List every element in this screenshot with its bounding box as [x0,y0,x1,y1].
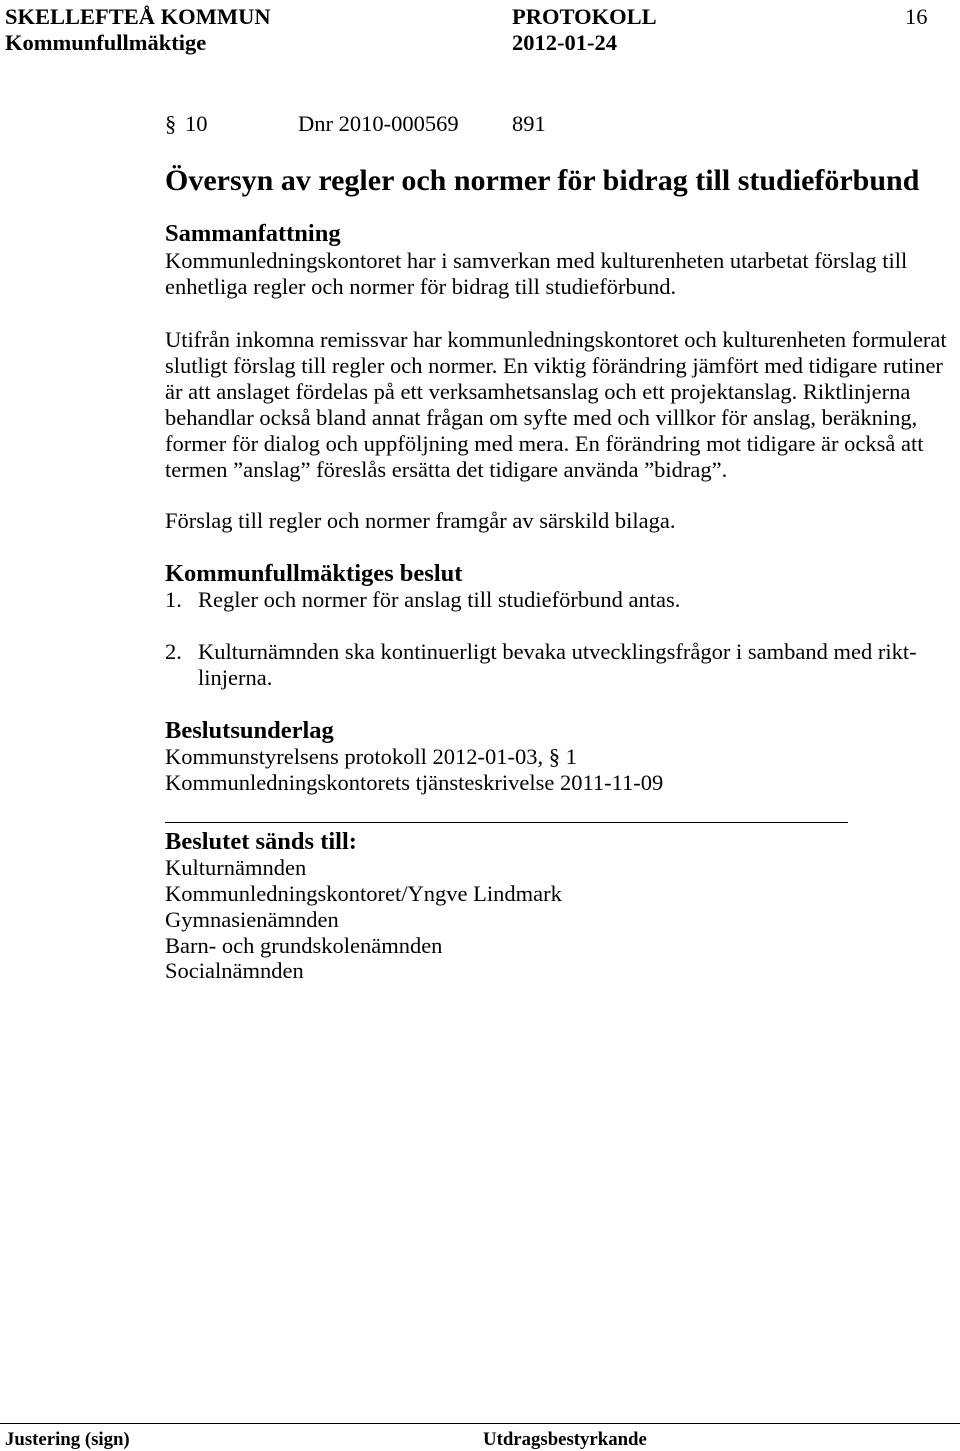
governing-body: Kommunfullmäktige [5,30,207,55]
paragraph-line: enhetliga regler och normer för bidrag till studieförbund. [165,274,677,299]
decision-item-number: 2. [165,639,182,664]
recipient-item: Barn- och grundskolenämnden [165,933,443,958]
recipient-item: Gymnasienämnden [165,907,339,932]
recipient-item: Kommunledningskontoret/Yngve Lindmark [165,881,562,906]
decision-item-text: Regler och normer för anslag till studieförbund antas. [198,587,681,612]
organization-name: SKELLEFTEÅ KOMMUN [5,4,271,29]
recipient-item: Socialnämnden [165,958,304,983]
section-number: 10 [185,111,208,136]
basis-item: Kommunledningskontorets tjänsteskrivelse 2011-11-09 [165,770,664,795]
paragraph-line: är att anslaget fördelas på ett verksamhetsanslag och ett projektanslag. Riktlinjerna [165,379,911,404]
basis-heading: Beslutsunderlag [165,717,334,744]
paragraph-line: former för dialog och uppföljning med mera. En förändring mot tidigare är också att [165,431,924,456]
paragraph-line: Kommunledningskontoret har i samverkan med kulturenheten utarbetat förslag till [165,248,908,273]
summary-heading: Sammanfattning [165,220,341,247]
paragraph-line: Utifrån inkomna remissvar har kommunledningskontoret och kulturenheten formulerat [165,327,947,352]
footer-rule [0,1423,960,1424]
signature-label: Justering (sign) [5,1429,130,1450]
separator-rule [165,822,848,823]
document-type: PROTOKOLL [512,4,657,29]
meeting-date: 2012-01-24 [512,30,617,55]
decision-item-text: Kulturnämnden ska kontinuerligt bevaka utvecklingsfrågor i samband med rikt- [198,639,917,664]
decision-item-number: 1. [165,587,182,612]
diary-number: Dnr 2010-000569 [298,111,459,136]
section-title: Översyn av regler och normer för bidrag till studieförbund [165,164,920,197]
decision-item-text: linjerna. [198,665,273,690]
paragraph-line: behandlar också bland annat frågan om syfte med och villkor för anslag, beräkning, [165,405,918,430]
page-number: 16 [905,4,928,29]
recipient-item: Kulturnämnden [165,855,307,880]
decision-heading: Kommunfullmäktiges beslut [165,560,463,587]
paragraph-sign: § [165,111,177,136]
paragraph-line: Förslag till regler och normer framgår av särskild bilaga. [165,508,676,533]
paragraph-line: termen ”anslag” föreslås ersätta det tidigare använda ”bidrag”. [165,457,728,482]
distribution-heading: Beslutet sänds till: [165,828,357,855]
basis-item: Kommunstyrelsens protokoll 2012-01-03, § 1 [165,744,577,769]
paragraph-line: slutligt förslag till regler och normer. En viktig förändring jämfört med tidigare rutiner [165,353,943,378]
classification-code: 891 [512,111,546,136]
certification-label: Utdragsbestyrkande [483,1429,647,1450]
